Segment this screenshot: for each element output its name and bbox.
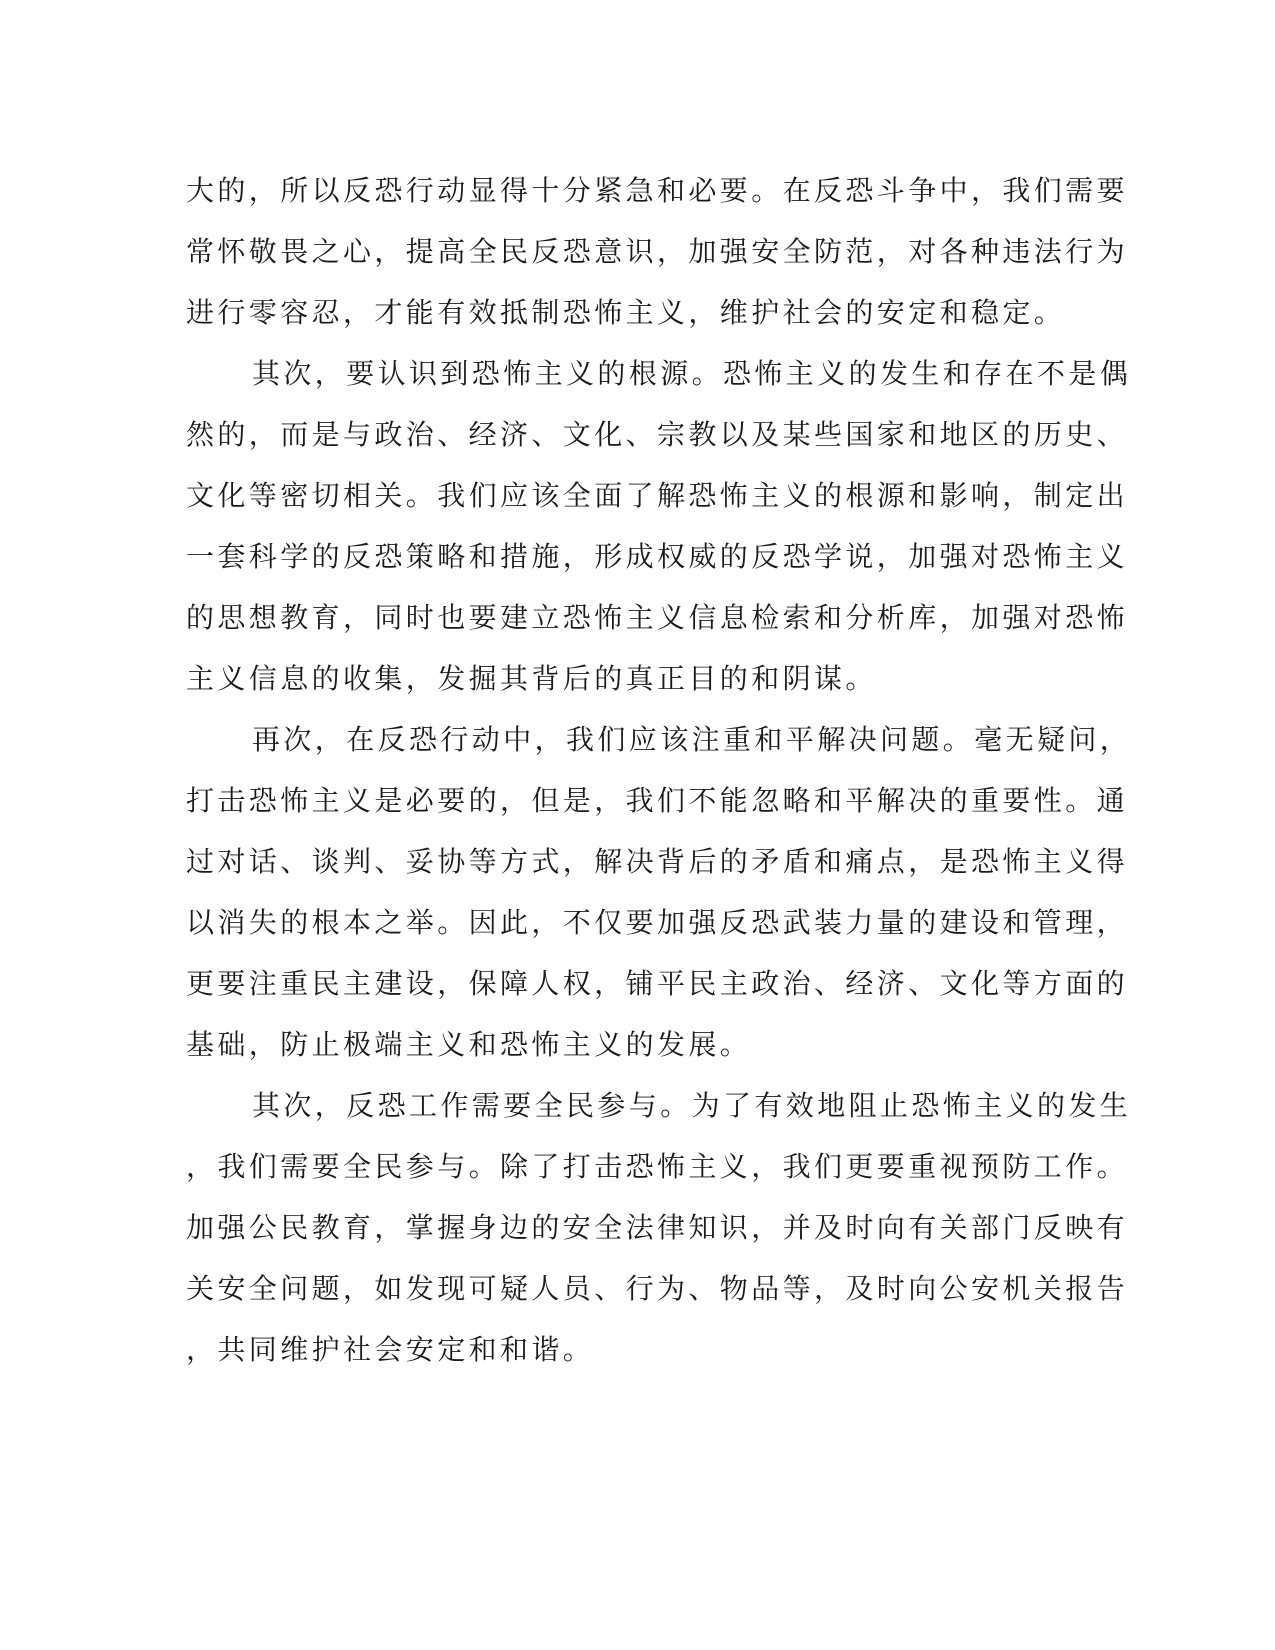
paragraph-3 — [186, 709, 1132, 1075]
paragraph-2 — [186, 343, 1132, 709]
text-line: 主义信息的收集，发掘其背后的真正目的和阴谋。 — [186, 662, 877, 695]
text-line: 过对话、谈判、妥协等方式，解决背后的矛盾和痛点，是恐怖主义得 — [186, 845, 1129, 878]
text-line: ，共同维护社会安定和和谐。 — [186, 1333, 595, 1366]
text-line: 常怀敬畏之心，提高全民反恐意识，加强安全防范，对各种违法行为 — [186, 235, 1129, 268]
text-line: 其次，要认识到恐怖主义的根源。恐怖主义的发生和存在不是偶 — [252, 357, 1132, 390]
text-line: 然的，而是与政治、经济、文化、宗教以及某些国家和地区的历史、 — [186, 418, 1129, 451]
text-line: ，我们需要全民参与。除了打击恐怖主义，我们更要重视预防工作。 — [186, 1150, 1129, 1183]
text-line: 进行零容忍，才能有效抵制恐怖主义，维护社会的安定和稳定。 — [186, 296, 1066, 329]
document-body — [186, 160, 1132, 1380]
text-line: 其次，反恐工作需要全民参与。为了有效地阻止恐怖主义的发生 — [252, 1089, 1132, 1122]
text-line: 文化等密切相关。我们应该全面了解恐怖主义的根源和影响，制定出 — [186, 479, 1129, 512]
paragraph-4 — [186, 1075, 1132, 1380]
text-line: 基础，防止极端主义和恐怖主义的发展。 — [186, 1028, 752, 1061]
text-line: 打击恐怖主义是必要的，但是，我们不能忽略和平解决的重要性。通 — [186, 784, 1129, 817]
text-line: 的思想教育，同时也要建立恐怖主义信息检索和分析库，加强对恐怖 — [186, 601, 1129, 634]
text-line: 大的，所以反恐行动显得十分紧急和必要。在反恐斗争中，我们需要 — [186, 174, 1129, 207]
paragraph-1 — [186, 160, 1129, 343]
text-line: 加强公民教育，掌握身边的安全法律知识，并及时向有关部门反映有 — [186, 1211, 1129, 1244]
text-line: 以消失的根本之举。因此，不仅要加强反恐武装力量的建设和管理， — [186, 906, 1129, 939]
text-line: 关安全问题，如发现可疑人员、行为、物品等，及时向公安机关报告 — [186, 1272, 1129, 1305]
text-line: 更要注重民主建设，保障人权，铺平民主政治、经济、文化等方面的 — [186, 967, 1129, 1000]
text-line: 一套科学的反恐策略和措施，形成权威的反恐学说，加强对恐怖主义 — [186, 540, 1129, 573]
text-line: 再次，在反恐行动中，我们应该注重和平解决问题。毫无疑问， — [252, 723, 1132, 756]
